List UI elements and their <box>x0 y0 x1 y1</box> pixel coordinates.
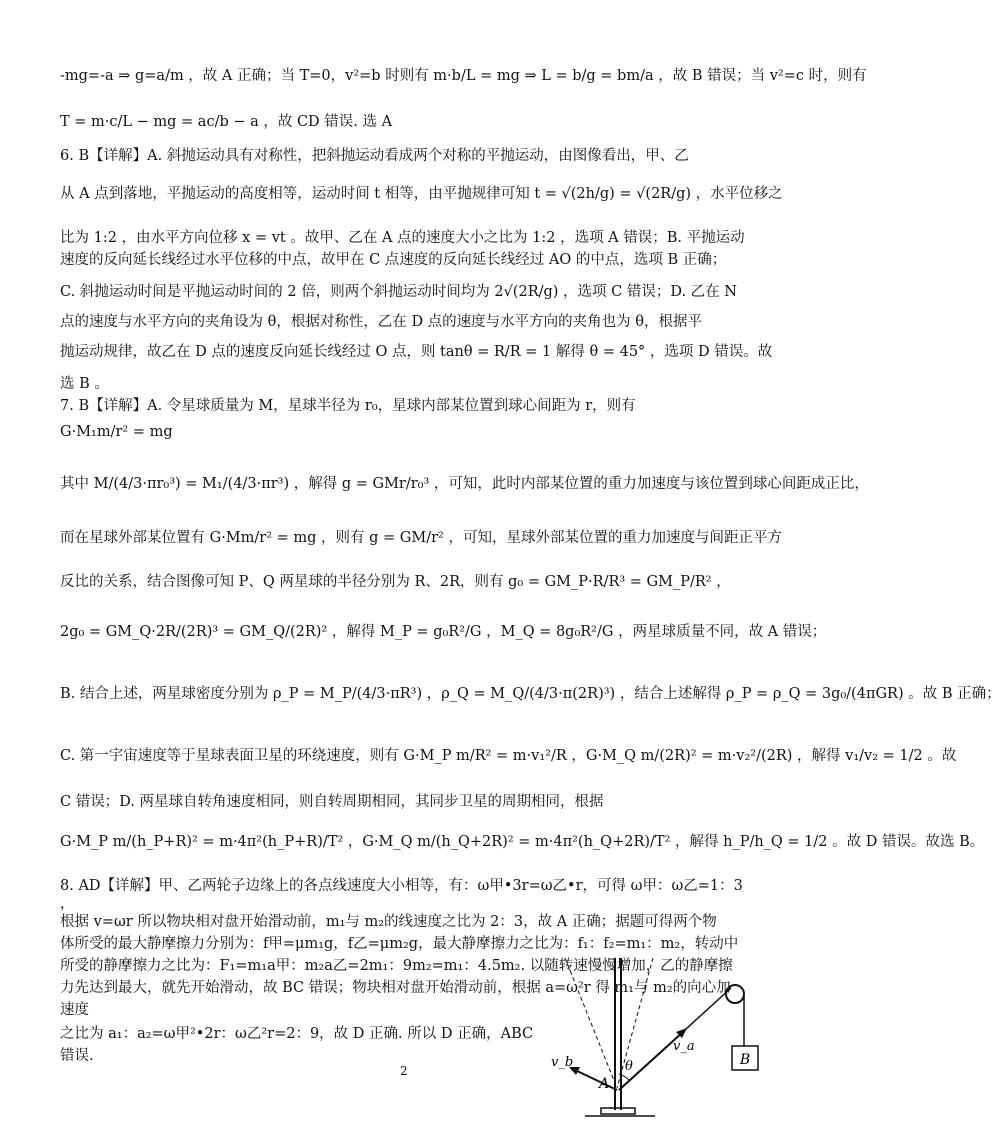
text-line: 之比为 a₁：a₂=ω甲²•2r：ω乙²r=2：9，故 D 正确. 所以 D 正确，ABC <box>60 1026 534 1042</box>
text-line: 6. B【详解】A. 斜抛运动具有对称性，把斜抛运动看成两个对称的平抛运动，由图像看出，甲、乙 <box>60 148 689 164</box>
text-line: G·M₁m/r² = mg <box>60 424 173 440</box>
page-number: 2 <box>400 1064 408 1078</box>
text-line: -mg=-a ⇒ g=a/m ，故 A 正确；当 T=0，v²=b 时则有 m·b/L = mg ⇒ L = b/g = bm/a ，故 B 错误；当 v²=c 时，则有 <box>60 68 867 84</box>
pulley <box>726 985 744 1003</box>
text-line: G·M_P m/(h_P+R)² = m·4π²(h_P+R)/T² ，G·M_Q m/(h_Q+2R)² = m·4π²(h_Q+2R)/T² ，解得 h_P/h_Q = 1/2 。故 D 错误。故选 B。 <box>60 834 985 850</box>
text-line: 速度的反向延长线经过水平位移的中点，故甲在 C 点速度的反向延长线经过 AO 的中点，选项 B 正确； <box>60 252 727 268</box>
text-line: ， <box>60 896 75 912</box>
text-line: 错误. <box>60 1048 94 1064</box>
label-b: B <box>739 1052 751 1068</box>
text-line: 力先达到最大，就先开始滑动，故 BC 错误；物块相对盘开始滑动前，根据 a=ω²r 得 m₁与 m₂的向心加 <box>60 980 731 996</box>
text-line: 反比的关系，结合图像可知 P、Q 两星球的半径分别为 R、2R，则有 g₀ = GM_P·R/R³ = GM_P/R² ， <box>60 574 731 590</box>
text-line: 7. B【详解】A. 令星球质量为 M，星球半径为 r₀，星球内部某位置到球心间距为 r，则有 <box>60 398 636 414</box>
text-line: C. 斜抛运动时间是平抛运动时间的 2 倍，则两个斜抛运动时间均为 2√(2R/g) ，选项 C 错误；D. 乙在 N <box>60 284 737 300</box>
text-line: 8. AD【详解】甲、乙两轮子边缘上的各点线速度大小相等，有：ω甲•3r=ω乙•r，可得 ω甲：ω乙=1：3 <box>60 878 743 894</box>
text-line: C. 第一宇宙速度等于星球表面卫星的环绕速度，则有 G·M_P m/R² = m·v₁²/R ，G·M_Q m/(2R)² = m·v₂²/(2R) ，解得 v₁/v₂ = 1/2 。故 <box>60 748 957 764</box>
physics-diagram <box>545 958 765 1118</box>
text-line: 点的速度与水平方向的夹角设为 θ，根据对称性，乙在 D 点的速度与水平方向的夹角也为 θ，根据平 <box>60 314 703 330</box>
text-line: B. 结合上述，两星球密度分别为 ρ_P = M_P/(4/3·πR³) ，ρ_Q = M_Q/(4/3·π(2R)³) ，结合上述解得 ρ_P = ρ_Q = 3g₀/(4πGR) 。故 B 正确； <box>60 686 1001 702</box>
text-line: 根据 v=ωr 所以物块相对盘开始滑动前，m₁与 m₂的线速度之比为 2：3，故 A 正确；据题可得两个物 <box>60 914 717 930</box>
label-vb: v_b <box>551 1055 574 1070</box>
text-line: 选 B 。 <box>60 376 109 392</box>
text-line: 所受的静摩擦力之比为：F₁=m₁a甲：m₂a乙=2m₁：9m₂=m₁：4.5m₂. 以随转速慢慢增加，乙的静摩擦 <box>60 958 733 974</box>
label-va: v_a <box>673 1039 695 1054</box>
text-line: 体所受的最大静摩擦力分别为：f甲=μm₁g，f乙=μm₂g，最大静摩擦力之比为：f₁：f₂=m₁：m₂，转动中 <box>60 936 739 952</box>
label-theta: θ <box>625 1059 633 1074</box>
rod-base <box>601 1108 635 1114</box>
text-line: 速度 <box>60 1002 89 1018</box>
dashed-line <box>617 958 653 1088</box>
text-line: 其中 M/(4/3·πr₀³) = M₁/(4/3·πr³) ，解得 g = GMr/r₀³ ，可知，此时内部某位置的重力加速度与该位置到球心间距成正比， <box>60 476 869 492</box>
vb-arrow <box>575 1070 617 1090</box>
text-line: T = m·c/L − mg = ac/b − a ，故 CD 错误. 选 A <box>60 114 393 130</box>
label-a: A <box>599 1076 610 1092</box>
text-line: 抛运动规律，故乙在 D 点的速度反向延长线经过 O 点，则 tanθ = R/R = 1 解得 θ = 45° ，选项 D 错误。故 <box>60 344 773 360</box>
text-line: 比为 1:2 ，由水平方向位移 x = vt 。故甲、乙在 A 点的速度大小之比为 1:2 ，选项 A 错误；B. 平抛运动 <box>60 230 745 246</box>
text-line: C 错误；D. 两星球自转角速度相同，则自转周期相同，其同步卫星的周期相同，根据 <box>60 794 604 810</box>
text-line: 2g₀ = GM_Q·2R/(2R)³ = GM_Q/(2R)² ，解得 M_P = g₀R²/G ，M_Q = 8g₀R²/G ，两星球质量不同，故 A 错误； <box>60 624 827 640</box>
text-line: 从 A 点到落地，平抛运动的高度相等，运动时间 t 相等，由平抛规律可知 t = √(2h/g) = √(2R/g) ，水平位移之 <box>60 186 783 202</box>
text-line: 而在星球外部某位置有 G·Mm/r² = mg ，则有 g = GM/r² ，可知，星球外部某位置的重力加速度与间距正平方 <box>60 530 782 546</box>
